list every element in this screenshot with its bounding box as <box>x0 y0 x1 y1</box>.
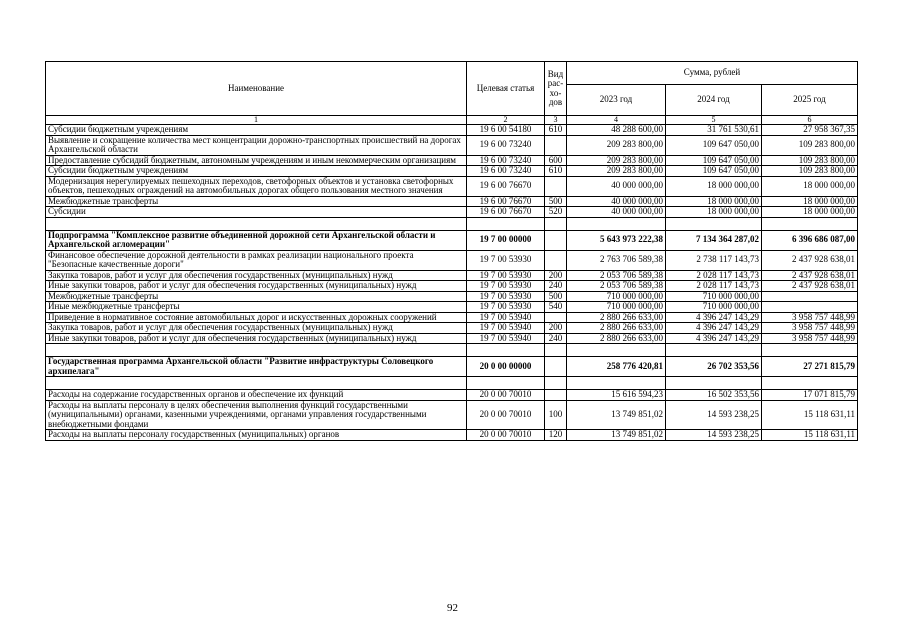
cell-sum-2025 <box>762 291 858 302</box>
table-row <box>46 430 858 441</box>
cell-name: Закупка товаров, работ и услуг для обеспечения государственных (муниципальных) нужд <box>46 323 467 334</box>
cell-name: Иные межбюджетные трансферты <box>46 302 467 313</box>
cell-name: Межбюджетные трансферты <box>46 196 467 207</box>
column-index: 6 <box>762 116 858 125</box>
empty-cell <box>467 377 545 390</box>
cell-target-article: 19 6 00 73240 <box>467 166 545 177</box>
empty-cell <box>666 344 762 357</box>
cell-expense-kind: 240 <box>545 281 567 292</box>
blank-row <box>46 344 858 357</box>
cell-sum-2023: 2 880 266 633,00 <box>567 333 666 344</box>
cell-target-article: 19 7 00 53930 <box>467 270 545 281</box>
empty-cell <box>467 217 545 230</box>
cell-expense-kind: 600 <box>545 155 567 166</box>
cell-sum-2025 <box>762 302 858 313</box>
cell-name: Иные закупки товаров, работ и услуг для обеспечения государственных (муниципальных) нужд <box>46 281 467 292</box>
table-row <box>46 207 858 218</box>
cell-sum-2023: 209 283 800,00 <box>567 166 666 177</box>
column-index-row <box>46 116 858 125</box>
empty-cell <box>762 217 858 230</box>
header-expense-kind: Вид рас- хо- дов <box>545 62 567 116</box>
cell-sum-2023: 48 288 600,00 <box>567 125 666 136</box>
cell-sum-2024: 18 000 000,00 <box>666 176 762 196</box>
table-row <box>46 125 858 136</box>
table-row <box>46 176 858 196</box>
table-row <box>46 390 858 401</box>
header-sum: Сумма, рублей <box>567 62 858 85</box>
header-target-article: Целевая статья <box>467 62 545 116</box>
cell-expense-kind <box>545 390 567 401</box>
cell-sum-2024: 710 000 000,00 <box>666 302 762 313</box>
cell-sum-2024: 109 647 050,00 <box>666 135 762 155</box>
cell-sum-2023: 209 283 800,00 <box>567 135 666 155</box>
header-row <box>46 62 858 85</box>
cell-sum-2024: 109 647 050,00 <box>666 155 762 166</box>
empty-cell <box>46 217 467 230</box>
cell-name: Подпрограмма "Комплексное развитие объединенной дорожной сети Архангельской области и Архангельской агломерации" <box>46 230 467 250</box>
cell-name: Иные закупки товаров, работ и услуг для обеспечения государственных (муниципальных) нужд <box>46 333 467 344</box>
cell-target-article: 19 6 00 73240 <box>467 155 545 166</box>
cell-sum-2025: 15 118 631,11 <box>762 430 858 441</box>
cell-expense-kind: 610 <box>545 166 567 177</box>
cell-sum-2025: 15 118 631,11 <box>762 400 858 430</box>
cell-sum-2024: 4 396 247 143,29 <box>666 333 762 344</box>
cell-name: Приведение в нормативное состояние автомобильных дорог и искусственных дорожных сооружений <box>46 312 467 323</box>
cell-sum-2024: 710 000 000,00 <box>666 291 762 302</box>
empty-cell <box>567 344 666 357</box>
empty-cell <box>545 377 567 390</box>
empty-cell <box>46 377 467 390</box>
cell-sum-2023: 40 000 000,00 <box>567 207 666 218</box>
table-row <box>46 166 858 177</box>
table-row <box>46 400 858 430</box>
table-row <box>46 323 858 334</box>
cell-sum-2023: 40 000 000,00 <box>567 196 666 207</box>
cell-expense-kind: 610 <box>545 125 567 136</box>
cell-expense-kind <box>545 230 567 250</box>
cell-sum-2023: 13 749 851,02 <box>567 400 666 430</box>
cell-sum-2024: 14 593 238,25 <box>666 400 762 430</box>
table-row <box>46 281 858 292</box>
cell-expense-kind <box>545 176 567 196</box>
cell-expense-kind <box>545 357 567 377</box>
cell-sum-2023: 2 053 706 589,38 <box>567 281 666 292</box>
cell-name: Финансовое обеспечение дорожной деятельности в рамках реализации национального проекта "Безопасные качественные дороги" <box>46 250 467 270</box>
cell-name: Субсидии бюджетным учреждениям <box>46 125 467 136</box>
cell-expense-kind: 200 <box>545 270 567 281</box>
cell-target-article: 20 0 00 00000 <box>467 357 545 377</box>
program-row <box>46 230 858 250</box>
cell-target-article: 20 0 00 70010 <box>467 430 545 441</box>
column-index: 2 <box>467 116 545 125</box>
cell-sum-2025: 18 000 000,00 <box>762 176 858 196</box>
cell-sum-2025: 6 396 686 087,00 <box>762 230 858 250</box>
cell-name: Расходы на содержание государственных органов и обеспечение их функций <box>46 390 467 401</box>
cell-name: Закупка товаров, работ и услуг для обеспечения государственных (муниципальных) нужд <box>46 270 467 281</box>
cell-sum-2024: 2 738 117 143,73 <box>666 250 762 270</box>
cell-expense-kind: 540 <box>545 302 567 313</box>
cell-sum-2023: 2 880 266 633,00 <box>567 312 666 323</box>
cell-expense-kind <box>545 312 567 323</box>
cell-sum-2024: 2 028 117 143,73 <box>666 270 762 281</box>
table-row <box>46 333 858 344</box>
cell-sum-2023: 15 616 594,23 <box>567 390 666 401</box>
cell-expense-kind: 500 <box>545 196 567 207</box>
cell-name: Государственная программа Архангельской области "Развитие инфраструктуры Соловецкого архипелага" <box>46 357 467 377</box>
cell-sum-2024: 4 396 247 143,29 <box>666 312 762 323</box>
cell-expense-kind: 120 <box>545 430 567 441</box>
column-index: 5 <box>666 116 762 125</box>
cell-sum-2025: 109 283 800,00 <box>762 155 858 166</box>
empty-cell <box>46 344 467 357</box>
program-row <box>46 357 858 377</box>
cell-target-article: 19 7 00 53940 <box>467 312 545 323</box>
cell-name: Расходы на выплаты персоналу в целях обеспечения выполнения функций государственными (муниципальными) органами, казенными учреждениями, органами управления государственными внебюджетными фондами <box>46 400 467 430</box>
table-row <box>46 302 858 313</box>
cell-sum-2023: 710 000 000,00 <box>567 291 666 302</box>
cell-expense-kind: 240 <box>545 333 567 344</box>
cell-sum-2025: 2 437 928 638,01 <box>762 281 858 292</box>
cell-expense-kind: 500 <box>545 291 567 302</box>
cell-sum-2023: 209 283 800,00 <box>567 155 666 166</box>
cell-sum-2023: 40 000 000,00 <box>567 176 666 196</box>
cell-sum-2025: 109 283 800,00 <box>762 135 858 155</box>
cell-expense-kind <box>545 135 567 155</box>
cell-expense-kind <box>545 250 567 270</box>
table-row <box>46 291 858 302</box>
table-row <box>46 250 858 270</box>
cell-sum-2024: 109 647 050,00 <box>666 166 762 177</box>
cell-sum-2024: 4 396 247 143,29 <box>666 323 762 334</box>
empty-cell <box>545 344 567 357</box>
cell-sum-2024: 26 702 353,56 <box>666 357 762 377</box>
cell-name: Модернизация нерегулируемых пешеходных переходов, светофорных объектов и установка светофорных объектов, пешеходных ограждений на автомобильных дорогах общего пользования местного значения <box>46 176 467 196</box>
cell-target-article: 19 6 00 76670 <box>467 176 545 196</box>
cell-sum-2024: 31 761 530,61 <box>666 125 762 136</box>
cell-sum-2023: 2 053 706 589,38 <box>567 270 666 281</box>
page-number: 92 <box>447 602 458 614</box>
cell-target-article: 19 7 00 53930 <box>467 291 545 302</box>
cell-sum-2023: 258 776 420,81 <box>567 357 666 377</box>
empty-cell <box>762 377 858 390</box>
cell-target-article: 19 7 00 53930 <box>467 302 545 313</box>
cell-target-article: 20 0 00 70010 <box>467 390 545 401</box>
cell-target-article: 19 6 00 54180 <box>467 125 545 136</box>
header-name: Наименование <box>46 62 467 116</box>
cell-sum-2025: 18 000 000,00 <box>762 207 858 218</box>
cell-name: Субсидии бюджетным учреждениям <box>46 166 467 177</box>
cell-sum-2023: 5 643 973 222,38 <box>567 230 666 250</box>
cell-target-article: 19 7 00 53940 <box>467 323 545 334</box>
cell-target-article: 19 6 00 73240 <box>467 135 545 155</box>
cell-sum-2024: 16 502 353,56 <box>666 390 762 401</box>
blank-row <box>46 377 858 390</box>
cell-target-article: 20 0 00 70010 <box>467 400 545 430</box>
cell-sum-2024: 2 028 117 143,73 <box>666 281 762 292</box>
cell-sum-2025: 2 437 928 638,01 <box>762 270 858 281</box>
cell-name: Расходы на выплаты персоналу государственных (муниципальных) органов <box>46 430 467 441</box>
table-row <box>46 312 858 323</box>
empty-cell <box>666 377 762 390</box>
cell-target-article: 19 6 00 76670 <box>467 207 545 218</box>
cell-target-article: 19 7 00 53940 <box>467 333 545 344</box>
cell-sum-2024: 18 000 000,00 <box>666 207 762 218</box>
empty-cell <box>467 344 545 357</box>
budget-table <box>45 61 858 441</box>
header-year-2025: 2025 год <box>762 85 858 116</box>
table-row <box>46 270 858 281</box>
table-row <box>46 135 858 155</box>
empty-cell <box>545 217 567 230</box>
cell-target-article: 19 7 00 53930 <box>467 250 545 270</box>
cell-name: Субсидии <box>46 207 467 218</box>
cell-sum-2025: 109 283 800,00 <box>762 166 858 177</box>
cell-target-article: 19 6 00 76670 <box>467 196 545 207</box>
empty-cell <box>666 217 762 230</box>
table-row <box>46 196 858 207</box>
table-row <box>46 155 858 166</box>
cell-name: Предоставление субсидий бюджетным, автономным учреждениям и иным некоммерческим организациям <box>46 155 467 166</box>
cell-sum-2025: 2 437 928 638,01 <box>762 250 858 270</box>
cell-sum-2025: 3 958 757 448,99 <box>762 323 858 334</box>
column-index: 1 <box>46 116 467 125</box>
cell-expense-kind: 200 <box>545 323 567 334</box>
cell-name: Межбюджетные трансферты <box>46 291 467 302</box>
cell-sum-2023: 2 763 706 589,38 <box>567 250 666 270</box>
cell-sum-2025: 3 958 757 448,99 <box>762 312 858 323</box>
cell-expense-kind: 100 <box>545 400 567 430</box>
cell-sum-2025: 17 071 815,79 <box>762 390 858 401</box>
cell-sum-2025: 18 000 000,00 <box>762 196 858 207</box>
blank-row <box>46 217 858 230</box>
cell-expense-kind: 520 <box>545 207 567 218</box>
cell-sum-2024: 7 134 364 287,02 <box>666 230 762 250</box>
cell-sum-2025: 27 271 815,79 <box>762 357 858 377</box>
cell-sum-2024: 14 593 238,25 <box>666 430 762 441</box>
empty-cell <box>567 377 666 390</box>
cell-sum-2023: 710 000 000,00 <box>567 302 666 313</box>
cell-sum-2025: 27 958 367,35 <box>762 125 858 136</box>
column-index: 4 <box>567 116 666 125</box>
column-index: 3 <box>545 116 567 125</box>
cell-sum-2023: 13 749 851,02 <box>567 430 666 441</box>
cell-target-article: 19 7 00 53930 <box>467 281 545 292</box>
cell-sum-2024: 18 000 000,00 <box>666 196 762 207</box>
cell-name: Выявление и сокращение количества мест концентрации дорожно-транспортных происшествий на дорогах Архангельской области <box>46 135 467 155</box>
cell-sum-2025: 3 958 757 448,99 <box>762 333 858 344</box>
header-year-2024: 2024 год <box>666 85 762 116</box>
header-year-2023: 2023 год <box>567 85 666 116</box>
cell-target-article: 19 7 00 00000 <box>467 230 545 250</box>
empty-cell <box>762 344 858 357</box>
empty-cell <box>567 217 666 230</box>
cell-sum-2023: 2 880 266 633,00 <box>567 323 666 334</box>
